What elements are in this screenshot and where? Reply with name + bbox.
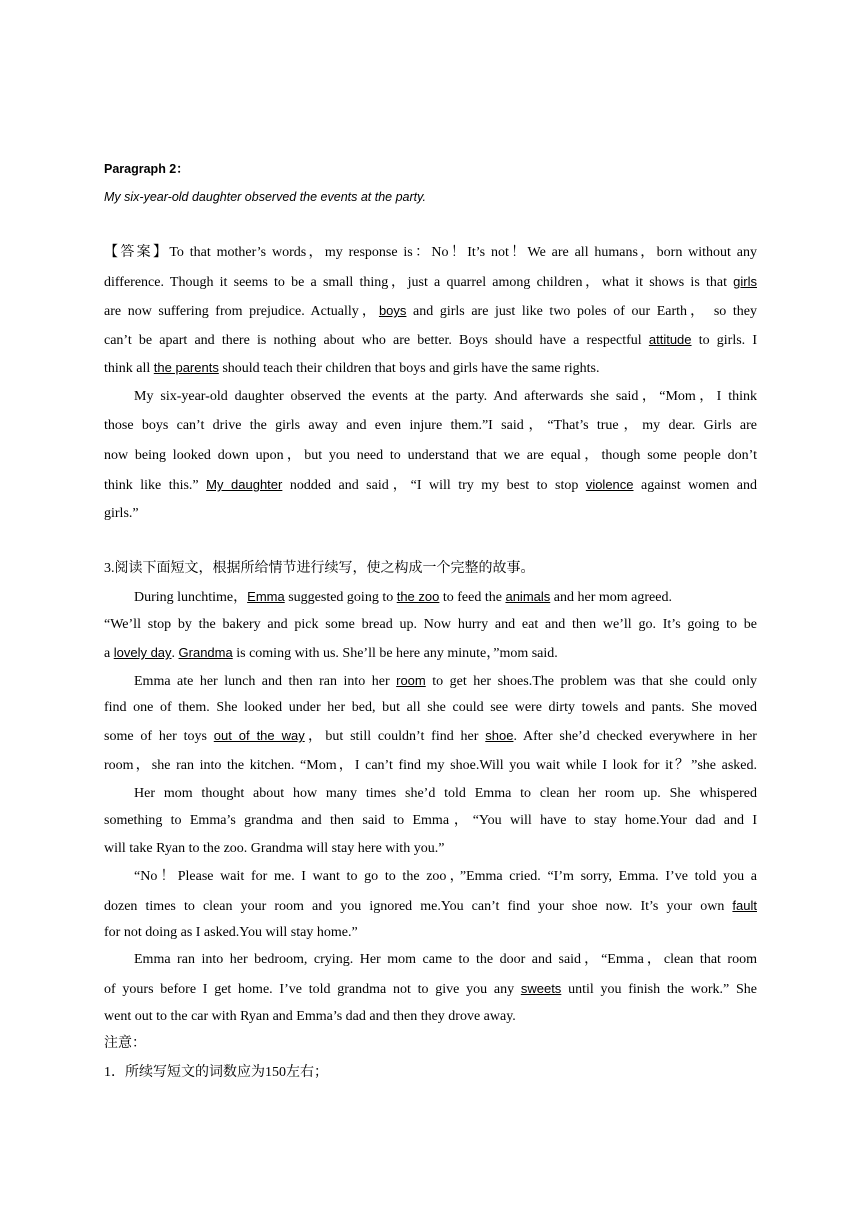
story-line: went out to the car with Ryan and Emma’s dad and then they drove away.: [104, 1009, 516, 1024]
story-line: of yours before I get home. I’ve told grandma not to give you any sweets until you finish the work.” She: [104, 981, 757, 997]
story-line: something to Emma’s grandma and then said to Emma，“You will have to stay home.Your dad and I: [104, 813, 757, 828]
underlined-word: room: [396, 673, 426, 688]
note-item: 1．所续写短文的词数应为150左右；: [104, 1065, 328, 1080]
underlined-word: Grandma: [178, 645, 233, 660]
story-line: for not doing as I asked.You will stay home.”: [104, 925, 358, 940]
answer-line: can’t be apart and there is nothing about who are better. Boys should have a respectful attitude to girls. I: [104, 332, 757, 348]
story-line: room，she ran into the kitchen. “Mom，I can’t find my shoe.Will you wait while I look for it？”she asked.: [104, 758, 757, 773]
answer-line: 【答案】To that mother’s words，my response is：No！It’s not！We are all humans，born without any: [104, 245, 757, 260]
answer-line: difference. Though it seems to be a small thing，just a quarrel among children，what it shows is that girls: [104, 274, 757, 290]
underlined-word: out of the way: [213, 728, 305, 743]
underlined-word: Emma: [247, 589, 285, 604]
answer-line: girls.”: [104, 506, 139, 521]
underlined-word: girls: [733, 274, 757, 289]
story-line: Emma ate her lunch and then ran into her room to get her shoes.The problem was that she could only: [134, 673, 757, 689]
underlined-word: shoe: [485, 728, 514, 743]
paragraph-label: Paragraph 2：: [104, 162, 189, 176]
underlined-word: lovely day: [113, 645, 172, 660]
underlined-word: the parents: [153, 360, 219, 375]
story-line: find one of them. She looked under her bed, but all she could see were dirty towels and pants. She moved: [104, 700, 757, 715]
underlined-word: fault: [732, 898, 757, 913]
underlined-word: attitude: [648, 332, 692, 347]
story-line: a lovely day. Grandma is coming with us. She’ll be here any minute，”mom said.: [104, 645, 558, 661]
story-line: Emma ran into her bedroom, crying. Her mom came to the door and said，“Emma，clean that room: [134, 952, 757, 967]
paragraph-opening: My six-year-old daughter observed the events at the party.: [104, 190, 426, 204]
underlined-word: violence: [585, 477, 634, 492]
answer-line: My six-year-old daughter observed the events at the party. And afterwards she said，“Mom，I think: [134, 389, 757, 404]
note-heading: 注意：: [104, 1036, 146, 1051]
underlined-word: animals: [505, 589, 551, 604]
answer-line: are now suffering from prejudice. Actually，boys and girls are just like two poles of our Earth， so they: [104, 303, 757, 319]
answer-line: think all the parents should teach their children that boys and girls have the same rights.: [104, 360, 600, 376]
story-line: “No！Please wait for me. I want to go to the zoo，”Emma cried. “I’m sorry, Emma. I’ve told you a: [134, 869, 757, 884]
story-line: some of her toys out of the way，but still couldn’t find her shoe. After she’d checked everywhere in her: [104, 728, 757, 744]
answer-line: those boys can’t drive the girls away and even injure them.”I said，“That’s true，my dear. Girls are: [104, 418, 757, 433]
underlined-word: My daughter: [206, 477, 283, 492]
story-line: will take Ryan to the zoo. Grandma will stay here with you.”: [104, 841, 445, 856]
answer-line: think like this.” My daughter nodded and said，“I will try my best to stop violence against women and: [104, 477, 757, 493]
story-line: Her mom thought about how many times she’d told Emma to clean her room up. She whispered: [134, 786, 757, 801]
underlined-word: sweets: [520, 981, 562, 996]
answer-line: now being looked down upon，but you need to understand that we are equal，though some people don’t: [104, 448, 757, 463]
story-line: During lunchtime，Emma suggested going to the zoo to feed the animals and her mom agreed.: [134, 589, 672, 605]
underlined-word: the zoo: [396, 589, 440, 604]
story-line: “We’ll stop by the bakery and pick some bread up. Now hurry and eat and then we’ll go. It’s going to be: [104, 617, 757, 632]
underlined-word: boys: [378, 303, 407, 318]
question-heading: 3.阅读下面短文，根据所给情节进行续写，使之构成一个完整的故事。: [104, 561, 535, 576]
story-line: dozen times to clean your room and you ignored me.You can’t find your shoe now. It’s your own fault: [104, 898, 757, 914]
